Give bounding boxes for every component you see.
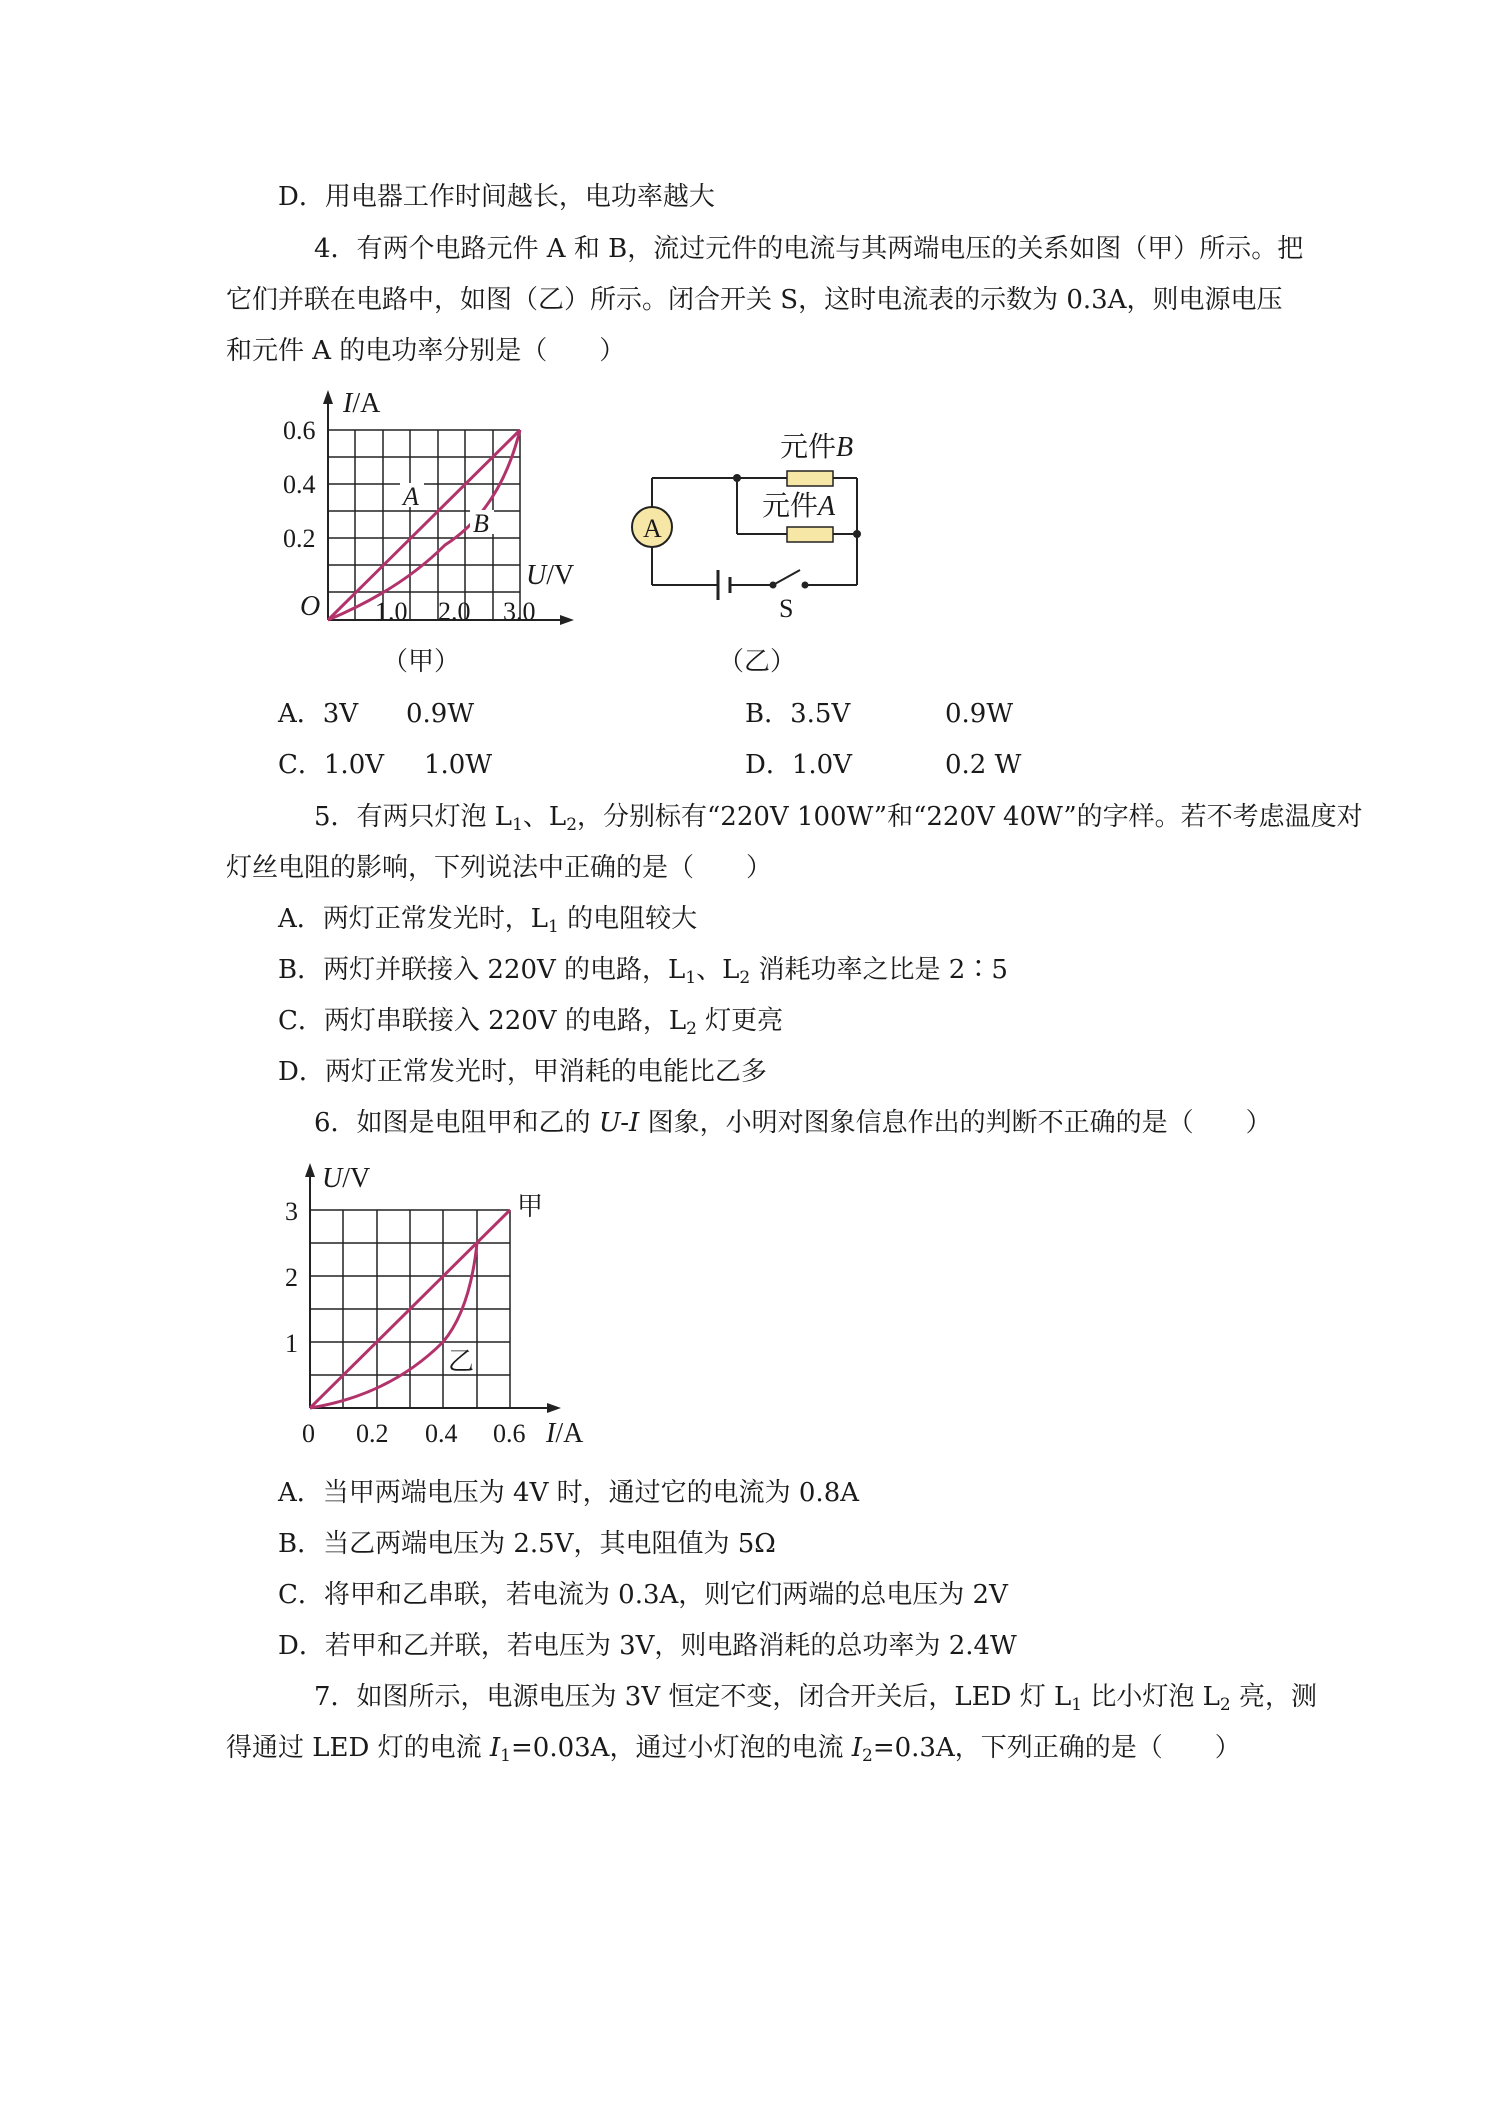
q4-option-d-voltage: D．1.0V [745, 750, 852, 780]
q4-yi-element-a-label: 元件A [762, 491, 836, 522]
q4-jia-xtick: 3.0 [503, 597, 536, 626]
q4-option-b-voltage: B．3.5V [745, 699, 851, 729]
q4-jia-origin: O [300, 591, 321, 622]
q4-curve-a-label: A [403, 482, 419, 511]
q4-jia-ytick: 0.6 [283, 416, 316, 445]
q6-option-c: C．将甲和乙串联，若电流为 0.3A，则它们两端的总电压为 2V [278, 1580, 1008, 1610]
q6-xlabel: I/A [546, 1418, 584, 1449]
q6-option-d: D．若甲和乙并联，若电压为 3V，则电路消耗的总功率为 2.4W [278, 1631, 1017, 1661]
q7-stem-line2: 得通过 LED 灯的电流 $I_1=0.03A$，通过小灯泡的电流 $I_2=0.3A$，下列正确的是（ ） [226, 1733, 1241, 1766]
q4-yi-switch-label: S [779, 594, 794, 623]
q4-option-a-voltage: A．3V [278, 699, 359, 729]
q5-option-a: A．两灯正常发光时，$L_1$ 的电阻较大 [278, 904, 698, 937]
q4-curve-b-label: B [473, 509, 489, 538]
q5-stem-line1: 5．有两只灯泡 $L_1$、$L_2$，分别标有“220V 100W”和“220V 40W”的字样。若不考虑温度对 [314, 802, 1363, 835]
q6-option-b: B．当乙两端电压为 2.5V，其电阻值为 5Ω [278, 1529, 776, 1559]
q4-stem-line3: 和元件 A 的电功率分别是（ ） [226, 336, 626, 366]
q6-ylabel: U/V [322, 1163, 371, 1194]
q6-xtick: 0.2 [356, 1419, 389, 1448]
q6-option-a: A．当甲两端电压为 4V 时，通过它的电流为 0.8A [278, 1478, 860, 1508]
q4-jia-xlabel: U/V [526, 560, 575, 591]
q4-option-c-voltage: C．1.0V [278, 750, 385, 780]
q4-jia-ytick: 0.4 [283, 470, 316, 499]
q7-stem-line1: 7．如图所示，电源电压为 3V 恒定不变，闭合开关后，LED 灯 $L_1$ 比小灯泡 $L_2$ 亮，测 [314, 1682, 1317, 1715]
q4-yi-resistor-a [787, 527, 833, 542]
q6-ytick: 3 [285, 1197, 298, 1226]
q6-curve-jia-label: 甲 [517, 1192, 544, 1221]
q6-stem: 6．如图是电阻甲和乙的 U-I 图象，小明对图象信息作出的判断不正确的是（ ） [314, 1108, 1272, 1138]
q6-ytick: 2 [285, 1263, 298, 1292]
q5-option-d: D．两灯正常发光时，甲消耗的电能比乙多 [278, 1057, 767, 1087]
q4-yi-element-b-label: 元件B [780, 432, 854, 463]
q4-yi-ammeter-label: A [643, 514, 662, 543]
q3-option-d: D．用电器工作时间越长，电功率越大 [278, 182, 715, 212]
q4-jia-xtick: 1.0 [375, 597, 408, 626]
q4-stem-line1: 4．有两个电路元件 A 和 B，流过元件的电流与其两端电压的关系如图（甲）所示。把 [314, 234, 1304, 264]
q5-option-c: C．两灯串联接入 220V 的电路，$L_2$ 灯更亮 [278, 1006, 784, 1039]
q4-figure-yi [620, 425, 870, 625]
q4-option-c-power: 1.0W [424, 750, 493, 780]
q4-jia-ylabel: I/A [343, 388, 381, 419]
q4-option-b-power: 0.9W [945, 699, 1014, 729]
q6-xtick: 0.4 [425, 1419, 458, 1448]
q4-figure-jia-caption: （甲） [382, 647, 461, 677]
q4-stem-line2: 它们并联在电路中，如图（乙）所示。闭合开关 S，这时电流表的示数为 0.3A，则电源电压 [226, 285, 1283, 315]
q6-ytick: 1 [285, 1329, 298, 1358]
q4-option-d-power: 0.2 W [945, 750, 1022, 780]
q5-option-b: B．两灯并联接入 220V 的电路，$L_1$、$L_2$ 消耗功率之比是 2∶5 [278, 955, 1008, 988]
q4-figure-jia [270, 390, 600, 650]
q6-figure [275, 1150, 605, 1450]
q4-figure-yi-caption: （乙） [718, 647, 797, 677]
q4-jia-ytick: 0.2 [283, 524, 316, 553]
q4-option-a-power: 0.9W [406, 699, 475, 729]
q5-stem-line2: 灯丝电阻的影响，下列说法中正确的是（ ） [226, 853, 773, 883]
q6-curve-yi-label: 乙 [448, 1347, 475, 1376]
q4-yi-battery [718, 570, 730, 600]
q4-jia-xtick: 2.0 [438, 597, 471, 626]
q4-yi-resistor-b [787, 471, 833, 486]
q6-xtick: 0 [302, 1419, 315, 1448]
q6-xtick: 0.6 [493, 1419, 526, 1448]
